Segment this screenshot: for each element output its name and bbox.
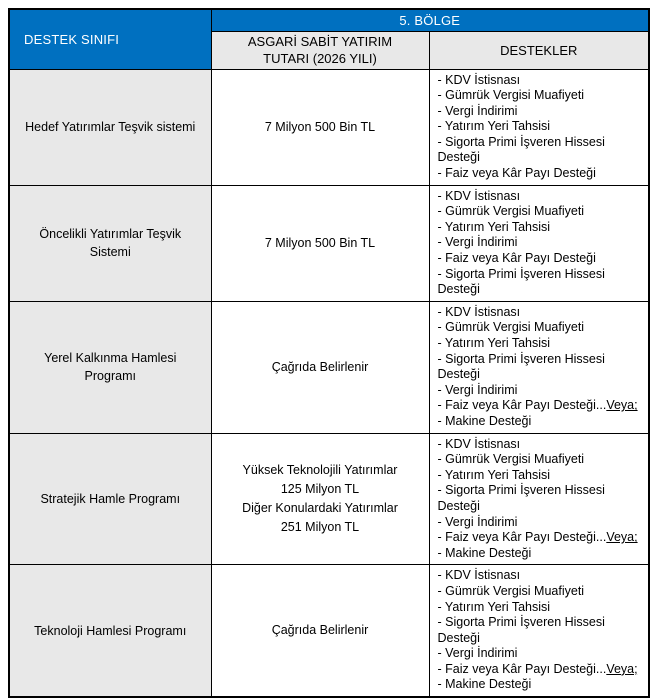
support-class-cell: Stratejik Hamle Programı	[9, 433, 211, 565]
support-item: - Makine Desteği	[437, 545, 532, 560]
support-item: - Gümrük Vergisi Muafiyeti	[437, 204, 585, 219]
incentive-table	[8, 8, 650, 698]
support-item: - Vergi İndirimi	[437, 103, 518, 118]
amount-cell	[211, 69, 429, 185]
support-item: - Faiz veya Kâr Payı Desteği...Veya;	[437, 530, 638, 545]
amount-line: 125 Milyon TL	[280, 481, 360, 496]
support-item: - Faiz veya Kâr Payı Desteği...Veya;	[437, 661, 638, 676]
support-item: - Faiz veya Kâr Payı Desteği	[437, 251, 596, 266]
table-row	[9, 301, 649, 433]
support-item: - KDV İstisnası	[437, 436, 521, 451]
support-item: - Yatırım Yeri Tahsisi	[437, 467, 551, 482]
amount-line: Çağrıda Belirlenir	[271, 359, 369, 374]
support-item: - Makine Desteği	[437, 413, 532, 428]
support-item: - Gümrük Vergisi Muafiyeti	[437, 452, 585, 467]
amount-line: 7 Milyon 500 Bin TL	[264, 119, 376, 134]
header-supports: DESTEKLER	[429, 31, 649, 69]
support-item: - KDV İstisnası	[437, 72, 521, 87]
support-item: - Yatırım Yeri Tahsisi	[437, 119, 551, 134]
supports-cell	[429, 565, 649, 697]
support-item: - Yatırım Yeri Tahsisi	[437, 599, 551, 614]
amount-line: Diğer Konulardaki Yatırımlar	[242, 500, 398, 515]
support-class-cell: Teknoloji Hamlesi Programı	[9, 565, 211, 697]
header-row-region	[9, 9, 649, 31]
header-min-investment	[211, 31, 429, 69]
table-header	[9, 9, 649, 69]
support-item: - Gümrük Vergisi Muafiyeti	[437, 583, 585, 598]
header-line: ASGARİ SABİT YATIRIM	[247, 34, 393, 49]
amount-cell	[211, 301, 429, 433]
support-item: - Gümrük Vergisi Muafiyeti	[437, 320, 585, 335]
table-row	[9, 69, 649, 185]
support-item: - KDV İstisnası	[437, 304, 521, 319]
amount-cell	[211, 565, 429, 697]
support-item-alternative: Veya;	[606, 398, 638, 413]
table-row	[9, 565, 649, 697]
table-body	[9, 69, 649, 697]
support-item-alternative: Veya;	[606, 530, 638, 545]
support-item: - Gümrük Vergisi Muafiyeti	[437, 88, 585, 103]
support-item: - Sigorta Primi İşveren Hissesi Desteği	[437, 351, 605, 382]
support-item: - Vergi İndirimi	[437, 646, 518, 661]
support-item: - Faiz veya Kâr Payı Desteği...Veya;	[437, 398, 638, 413]
support-item: - Vergi İndirimi	[437, 514, 518, 529]
support-class-cell: Yerel Kalkınma Hamlesi Programı	[9, 301, 211, 433]
supports-cell	[429, 185, 649, 301]
support-item: - Vergi İndirimi	[437, 382, 518, 397]
support-item: - Yatırım Yeri Tahsisi	[437, 219, 551, 234]
support-item: - KDV İstisnası	[437, 188, 521, 203]
support-item: - Faiz veya Kâr Payı Desteği	[437, 166, 596, 181]
amount-line: Yüksek Teknolojili Yatırımlar	[242, 462, 398, 477]
supports-cell	[429, 301, 649, 433]
support-item: - Sigorta Primi İşveren Hissesi Desteği	[437, 483, 605, 513]
amount-line: 251 Milyon TL	[280, 519, 360, 534]
support-item: - KDV İstisnası	[437, 568, 521, 583]
support-item: - Sigorta Primi İşveren Hissesi Desteği	[437, 266, 605, 297]
amount-cell	[211, 185, 429, 301]
header-region: 5. BÖLGE	[211, 9, 649, 31]
table-row	[9, 433, 649, 565]
support-class-cell: Hedef Yatırımlar Teşvik sistemi	[9, 69, 211, 185]
supports-cell	[429, 69, 649, 185]
support-class-cell: Öncelikli Yatırımlar Teşvik Sistemi	[9, 185, 211, 301]
table-row	[9, 185, 649, 301]
support-item: - Sigorta Primi İşveren Hissesi Desteği	[437, 134, 605, 165]
support-item-alternative: Veya;	[606, 661, 638, 676]
header-line: TUTARI (2026 YILI)	[263, 51, 377, 66]
support-item: - Sigorta Primi İşveren Hissesi Desteği	[437, 615, 605, 645]
amount-line: Çağrıda Belirlenir	[271, 623, 369, 638]
support-item: - Vergi İndirimi	[437, 235, 518, 250]
support-item: - Makine Desteği	[437, 677, 532, 692]
amount-cell	[211, 433, 429, 565]
supports-cell	[429, 433, 649, 565]
support-item: - Yatırım Yeri Tahsisi	[437, 336, 551, 350]
amount-line: 7 Milyon 500 Bin TL	[264, 235, 376, 250]
incentive-table-wrapper	[8, 8, 650, 698]
header-support-class: DESTEK SINIFI	[9, 9, 211, 69]
